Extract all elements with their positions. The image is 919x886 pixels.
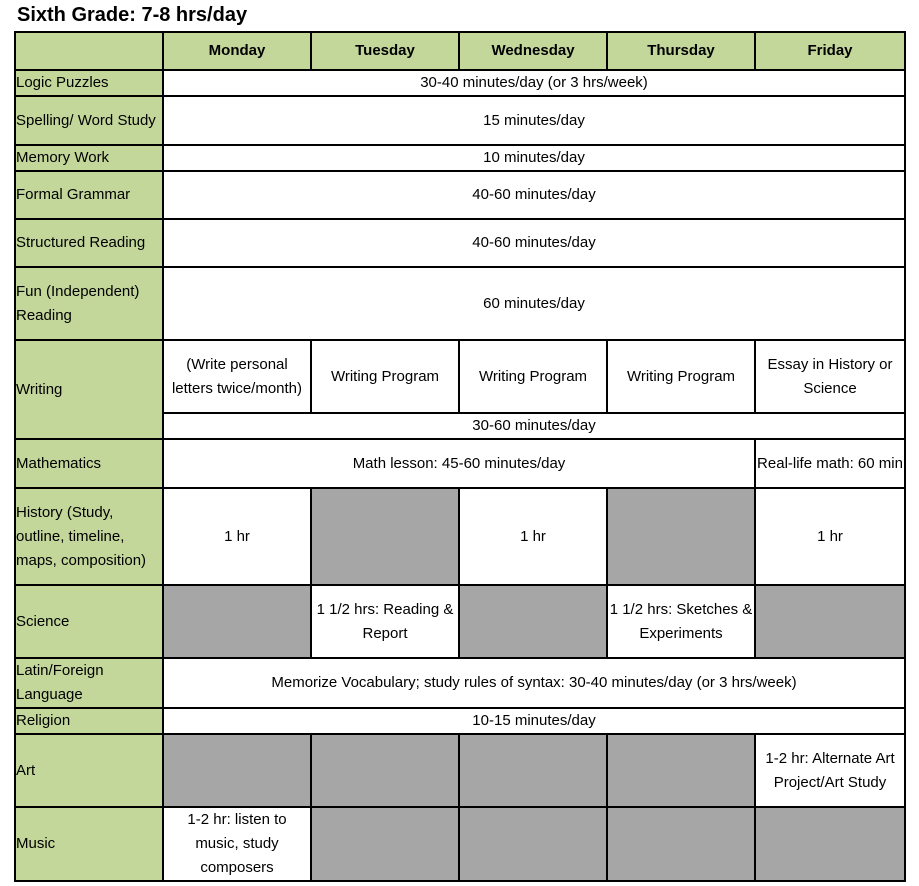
table-row (15, 267, 905, 340)
table-cell: 15 minutes/day (163, 96, 905, 145)
empty-cell (163, 585, 311, 658)
row-label: Latin/Foreign Language (15, 658, 163, 708)
table-cell: 40-60 minutes/day (163, 219, 905, 267)
table-row (15, 96, 905, 145)
table-row (15, 219, 905, 267)
row-label: Formal Grammar (15, 171, 163, 219)
empty-cell (755, 585, 905, 658)
table-cell: 1-2 hr: Alternate Art Project/Art Study (755, 734, 905, 807)
table-cell: (Write personal letters twice/month) (163, 340, 311, 413)
table-cell: 1 hr (163, 488, 311, 585)
table-row (15, 658, 905, 708)
empty-cell (607, 734, 755, 807)
row-label: Fun (Independent) Reading (15, 267, 163, 340)
empty-cell (311, 734, 459, 807)
row-label: Religion (15, 708, 163, 734)
row-label: History (Study, outline, timeline, maps, composition) (15, 488, 163, 585)
schedule-table (14, 31, 906, 882)
table-row (15, 585, 905, 658)
table-row (15, 708, 905, 734)
table-cell: 30-60 minutes/day (163, 413, 905, 439)
empty-cell (607, 807, 755, 881)
header-corner (15, 32, 163, 70)
empty-cell (311, 488, 459, 585)
row-label: Memory Work (15, 145, 163, 171)
table-cell: Math lesson: 45-60 minutes/day (163, 439, 755, 488)
row-label: Art (15, 734, 163, 807)
header-row (15, 32, 905, 70)
empty-cell (311, 807, 459, 881)
row-label: Music (15, 807, 163, 881)
table-row (15, 70, 905, 96)
row-label: Writing (15, 340, 163, 439)
table-cell: 60 minutes/day (163, 267, 905, 340)
table-cell: Essay in History or Science (755, 340, 905, 413)
table-cell: 30-40 minutes/day (or 3 hrs/week) (163, 70, 905, 96)
table-cell: Real-life math: 60 min (755, 439, 905, 488)
table-cell: Writing Program (607, 340, 755, 413)
empty-cell (459, 734, 607, 807)
empty-cell (459, 807, 607, 881)
table-cell: 1 1/2 hrs: Reading & Report (311, 585, 459, 658)
table-row (15, 340, 905, 413)
table-cell: 1 1/2 hrs: Sketches & Experiments (607, 585, 755, 658)
page-title: Sixth Grade: 7-8 hrs/day (17, 4, 248, 26)
empty-cell (755, 807, 905, 881)
table-row (15, 488, 905, 585)
row-label: Mathematics (15, 439, 163, 488)
header-tuesday: Tuesday (311, 32, 459, 70)
header-wednesday: Wednesday (459, 32, 607, 70)
table-row (15, 807, 905, 881)
empty-cell (607, 488, 755, 585)
table-cell: 1 hr (459, 488, 607, 585)
header-thursday: Thursday (607, 32, 755, 70)
table-cell: 40-60 minutes/day (163, 171, 905, 219)
table-row (15, 171, 905, 219)
row-label: Spelling/ Word Study (15, 96, 163, 145)
table-cell: 1 hr (755, 488, 905, 585)
table-cell: 1-2 hr: listen to music, study composers (163, 807, 311, 881)
header-friday: Friday (755, 32, 905, 70)
row-label: Logic Puzzles (15, 70, 163, 96)
row-label: Structured Reading (15, 219, 163, 267)
row-label: Science (15, 585, 163, 658)
table-cell: Writing Program (459, 340, 607, 413)
table-cell: 10-15 minutes/day (163, 708, 905, 734)
table-cell: Writing Program (311, 340, 459, 413)
table-cell: Memorize Vocabulary; study rules of syntax: 30-40 minutes/day (or 3 hrs/week) (163, 658, 905, 708)
table-row (15, 439, 905, 488)
table-cell: 10 minutes/day (163, 145, 905, 171)
empty-cell (459, 585, 607, 658)
header-monday: Monday (163, 32, 311, 70)
table-row (15, 734, 905, 807)
table-row (15, 145, 905, 171)
empty-cell (163, 734, 311, 807)
